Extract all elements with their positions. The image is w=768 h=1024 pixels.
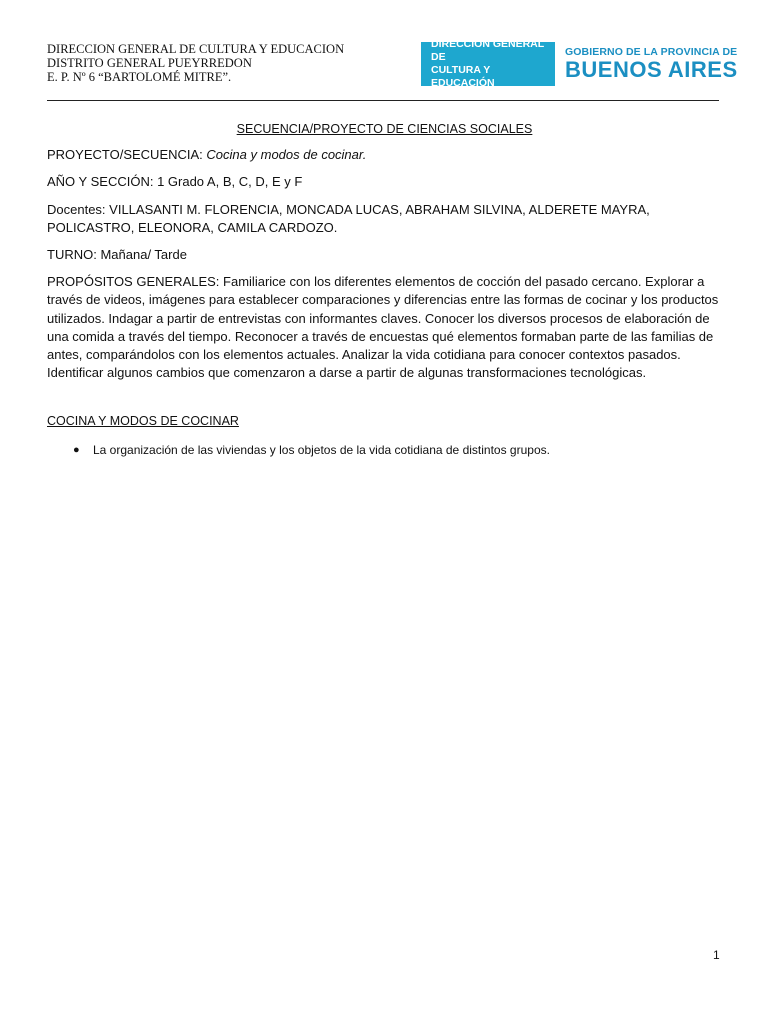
- logo-gov-big: BUENOS AIRES: [565, 57, 738, 82]
- anio-value: 1 Grado A, B, C, D, E y F: [157, 174, 303, 190]
- anio-label: AÑO Y SECCIÓN:: [47, 174, 154, 190]
- proyecto-value: Cocina y modos de cocinar.: [206, 147, 367, 163]
- buenos-aires-logo: [565, 46, 738, 82]
- docentes-label: Docentes:: [47, 201, 106, 217]
- turno-value: Mañana/ Tarde: [100, 247, 187, 263]
- page-number: 1: [713, 948, 720, 962]
- letterhead-line-3: E. P. Nº 6 “BARTOLOMÉ MITRE”.: [47, 70, 232, 84]
- turno-row: [47, 246, 722, 264]
- logo-gov-small: GOBIERNO DE LA PROVINCIA DE: [565, 46, 738, 58]
- letterhead-line-2: DISTRITO GENERAL PUEYRREDON: [47, 56, 252, 70]
- direccion-general-logo: [421, 38, 555, 89]
- turno-label: TURNO:: [47, 247, 97, 263]
- propositos-value: Familiarice con los diferentes elementos de cocción del pasado cercano. Explorar a través de videos, imágenes para establecer comparaciones y diferencias entre las formas de cocinar y los productos utilizados. Indagar a partir de entrevistas con informantes claves. Conocer los diversos procesos de elaboración de una comida a través del tiempo. Reconocer a través de encuestas qué elementos formaban parte de las familias de antes, comparándolos con los elementos actuales. Analizar la vida cotidiana para conocer contextos pasados. Identificar algunos cambios que comenzaron a darse a partir de algunas transformaciones tecnológicas.: [47, 274, 719, 381]
- document-body: [47, 120, 722, 459]
- section-heading: COCINA Y MODOS DE COCINAR: [47, 414, 239, 429]
- document-title: SECUENCIA/PROYECTO DE CIENCIAS SOCIALES: [236, 122, 533, 136]
- list-item: [47, 441, 722, 459]
- bullet-icon: ●: [73, 443, 80, 456]
- header-divider: [47, 100, 719, 101]
- logo-box-line-2: CULTURA Y EDUCACIÓN: [431, 64, 495, 89]
- bullet-list: [47, 441, 722, 459]
- letterhead-text: [47, 42, 344, 84]
- proyecto-row: [47, 146, 722, 164]
- propositos-row: [47, 273, 722, 382]
- propositos-label: PROPÓSITOS GENERALES:: [47, 274, 220, 290]
- list-item-text: La organización de las viviendas y los objetos de la vida cotidiana de distintos grupos.: [93, 442, 550, 457]
- docentes-row: [47, 201, 722, 237]
- docentes-value: VILLASANTI M. FLORENCIA, MONCADA LUCAS, ABRAHAM SILVINA, ALDERETE MAYRA, POLICASTRO, ELEONORA, CAMILA CARDOZO.: [47, 201, 650, 235]
- letterhead-line-1: DIRECCION GENERAL DE CULTURA Y EDUCACION: [47, 42, 345, 56]
- letterhead: [47, 38, 738, 102]
- proyecto-label: PROYECTO/SECUENCIA:: [47, 147, 203, 163]
- anio-row: [47, 173, 722, 191]
- logo-box-line-1: DIRECCIÓN GENERAL DE: [431, 38, 544, 63]
